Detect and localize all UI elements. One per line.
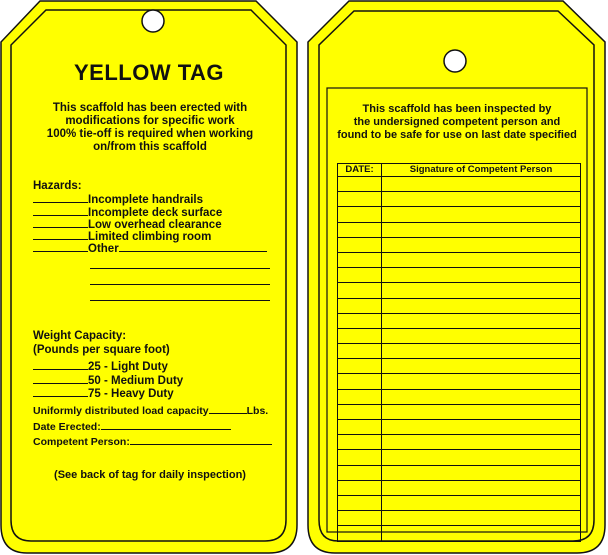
table-row — [338, 450, 581, 465]
inspection-log-body — [338, 177, 581, 542]
date-cell[interactable] — [338, 404, 382, 419]
signature-cell[interactable] — [382, 495, 581, 510]
table-row — [338, 192, 581, 207]
duty-item — [33, 359, 168, 373]
signature-cell[interactable] — [382, 374, 581, 389]
signature-cell[interactable] — [382, 268, 581, 283]
date-cell[interactable] — [338, 177, 382, 192]
date-cell[interactable] — [338, 435, 382, 450]
date-cell[interactable] — [338, 511, 382, 526]
tag-title: YELLOW TAG — [73, 60, 225, 85]
date-erected-field[interactable] — [101, 419, 231, 430]
signature-cell[interactable] — [382, 344, 581, 359]
date-cell[interactable] — [338, 268, 382, 283]
udl-unit: Lbs. — [246, 405, 269, 417]
signature-cell[interactable] — [382, 480, 581, 495]
intro-line: 100% tie-off is required when working — [46, 128, 254, 140]
signature-column-header: Signature of Competent Person — [382, 164, 581, 177]
udl-field[interactable] — [209, 403, 247, 414]
competent-person-row — [33, 434, 272, 448]
signature-cell[interactable] — [382, 450, 581, 465]
signature-cell[interactable] — [382, 389, 581, 404]
table-row — [338, 465, 581, 480]
inspection-log-table — [337, 163, 581, 542]
intro-line: the undersigned competent person and — [353, 116, 561, 128]
table-row — [338, 344, 581, 359]
hazard-label: Limited climbing room — [88, 231, 212, 243]
date-cell[interactable] — [338, 344, 382, 359]
udl-row — [33, 403, 268, 417]
signature-cell[interactable] — [382, 404, 581, 419]
footer-note: (See back of tag for daily inspection) — [54, 469, 246, 481]
checkbox-blank[interactable] — [33, 217, 88, 228]
competent-person-field[interactable] — [130, 434, 272, 445]
signature-cell[interactable] — [382, 526, 581, 541]
date-cell[interactable] — [338, 283, 382, 298]
table-row — [338, 480, 581, 495]
table-header-row — [338, 164, 581, 177]
table-row — [338, 511, 581, 526]
date-cell[interactable] — [338, 237, 382, 252]
date-cell[interactable] — [338, 450, 382, 465]
date-cell[interactable] — [338, 252, 382, 267]
intro-line: modifications for specific work — [65, 115, 235, 127]
date-cell[interactable] — [338, 222, 382, 237]
hazards-label: Hazards: — [33, 180, 82, 192]
hazard-label: Incomplete handrails — [88, 194, 204, 206]
back-grommet-hole — [444, 50, 466, 72]
udl-label: Uniformly distributed load capacity — [33, 405, 209, 417]
date-column-header: DATE: — [338, 164, 382, 177]
duty-label: 75 - Heavy Duty — [88, 388, 174, 400]
signature-cell[interactable] — [382, 328, 581, 343]
duty-label: 50 - Medium Duty — [88, 375, 184, 387]
front-grommet-hole — [142, 10, 164, 32]
signature-cell[interactable] — [382, 222, 581, 237]
table-row — [338, 268, 581, 283]
hazard-item-other — [33, 241, 267, 255]
date-cell[interactable] — [338, 526, 382, 541]
table-row — [338, 435, 581, 450]
signature-cell[interactable] — [382, 465, 581, 480]
signature-cell[interactable] — [382, 207, 581, 222]
signature-cell[interactable] — [382, 359, 581, 374]
back-intro — [327, 103, 587, 142]
date-cell[interactable] — [338, 480, 382, 495]
date-cell[interactable] — [338, 328, 382, 343]
table-row — [338, 420, 581, 435]
other-line[interactable] — [90, 284, 270, 285]
checkbox-blank[interactable] — [33, 192, 88, 203]
table-row — [338, 177, 581, 192]
checkbox-blank[interactable] — [33, 373, 88, 384]
intro-line: on/from this scaffold — [93, 141, 207, 153]
date-cell[interactable] — [338, 298, 382, 313]
intro-line: This scaffold has been erected with — [52, 102, 248, 114]
hazard-label: Incomplete deck surface — [88, 207, 223, 219]
table-row — [338, 404, 581, 419]
date-cell[interactable] — [338, 313, 382, 328]
other-write-in[interactable] — [119, 241, 267, 252]
date-cell[interactable] — [338, 465, 382, 480]
hazard-label: Low overhead clearance — [88, 219, 222, 231]
other-line[interactable] — [90, 300, 270, 301]
table-row — [338, 283, 581, 298]
duty-item — [33, 373, 183, 387]
weight-sub-label: (Pounds per square foot) — [33, 344, 170, 356]
signature-cell[interactable] — [382, 435, 581, 450]
date-cell[interactable] — [338, 495, 382, 510]
signature-cell[interactable] — [382, 192, 581, 207]
date-cell[interactable] — [338, 359, 382, 374]
intro-line: found to be safe for use on last date specified — [337, 129, 577, 141]
table-row — [338, 237, 581, 252]
signature-cell[interactable] — [382, 283, 581, 298]
table-row — [338, 359, 581, 374]
table-row — [338, 328, 581, 343]
signature-cell[interactable] — [382, 313, 581, 328]
signature-cell[interactable] — [382, 298, 581, 313]
checkbox-blank[interactable] — [33, 229, 88, 240]
duty-label: 25 - Light Duty — [88, 361, 168, 373]
signature-cell[interactable] — [382, 511, 581, 526]
signature-cell[interactable] — [382, 237, 581, 252]
date-cell[interactable] — [338, 389, 382, 404]
table-row — [338, 374, 581, 389]
signature-cell[interactable] — [382, 177, 581, 192]
back-tag — [305, 0, 608, 555]
checkbox-blank[interactable] — [33, 241, 88, 252]
date-cell[interactable] — [338, 374, 382, 389]
table-row — [338, 313, 581, 328]
other-line[interactable] — [90, 268, 270, 269]
weight-label: Weight Capacity: — [33, 330, 127, 342]
hazard-label: Other — [88, 243, 119, 255]
date-cell[interactable] — [338, 207, 382, 222]
table-row — [338, 298, 581, 313]
duty-item — [33, 386, 174, 400]
table-row — [338, 389, 581, 404]
intro-line: This scaffold has been inspected by — [362, 103, 552, 115]
hazard-item — [33, 192, 203, 206]
date-cell[interactable] — [338, 420, 382, 435]
front-tag — [0, 0, 298, 555]
date-erected-label: Date Erected: — [33, 421, 101, 433]
table-row — [338, 207, 581, 222]
date-cell[interactable] — [338, 192, 382, 207]
signature-cell[interactable] — [382, 420, 581, 435]
date-erected-row — [33, 419, 231, 433]
table-row — [338, 495, 581, 510]
checkbox-blank[interactable] — [33, 359, 88, 370]
signature-cell[interactable] — [382, 252, 581, 267]
table-row — [338, 222, 581, 237]
competent-person-label: Competent Person: — [33, 436, 130, 448]
table-row — [338, 252, 581, 267]
table-row — [338, 526, 581, 541]
front-intro — [20, 102, 280, 154]
checkbox-blank[interactable] — [33, 205, 88, 216]
checkbox-blank[interactable] — [33, 386, 88, 397]
